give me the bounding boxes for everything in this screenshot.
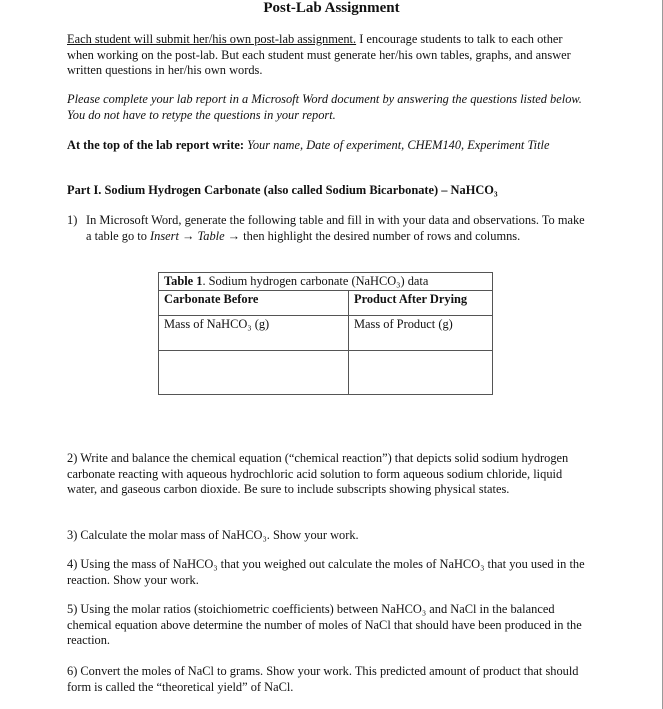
table-cell [349,351,493,395]
data-table [158,272,493,395]
table-caption-text: . Sodium hydrogen carbonate (NaHCO₃) data [202,274,429,288]
question-5: 5) Using the molar ratios (stoichiometric coefficients) between NaHCO₃ and NaCl in the balanced chemical equation above determine the number of moles of NaCl that should have been produced in the reaction. [67,602,582,648]
table-caption [159,273,493,291]
header-note [67,138,587,154]
question-2: 2) Write and balance the chemical equation (“chemical reaction”) that depicts solid sodium hydrogen carbonate reacting with aqueous hydrochloric acid solution to form aqueous sodium chloride, liquid water, and gaseous carbon dioxide. Be sure to include subscripts showing physical states. [67,451,569,497]
question-3: 3) Calculate the molar mass of NaHCO₃. Show your work. [67,528,359,542]
header-note-fields: Your name, Date of experiment, CHEM140, Experiment Title [247,138,550,152]
table-row [159,351,493,395]
question-1-number: 1) [67,213,78,227]
table-cell [159,351,349,395]
intro-paragraph [67,32,587,79]
intro-underlined: Each student will submit her/his own post-lab assignment. [67,32,357,46]
table-cell: Mass of NaHCO₃ (g) [159,316,349,351]
question-1-text-b: then highlight the desired number of rows and columns. [240,228,521,243]
question-1 [67,213,587,244]
instructions-paragraph: Please complete your lab report in a Microsoft Word document by answering the questions listed below. You do not have to retype the questions in your report. [67,92,582,122]
table-header-row [159,291,493,316]
page-title: Post-Lab Assignment [263,0,400,16]
question-6: 6) Convert the moles of NaCl to grams. Show your work. This predicted amount of product that should form is called the “theoretical yield” of NaCl. [67,664,579,694]
header-note-label: At the top of the lab report write: [67,138,244,152]
table-caption-row [159,273,493,291]
part1-heading: Part I. Sodium Hydrogen Carbonate (also called Sodium Bicarbonate) – NaHCO₃ [67,183,498,197]
intro-rest: I encourage students to talk to each other when working on the post-lab. But each student must generate her/his own tables, graphs, and answer written questions in her/his own words. [67,32,571,78]
table-header-cell: Carbonate Before [159,291,349,316]
question-4: 4) Using the mass of NaHCO₃ that you weighed out calculate the moles of NaHCO₃ that you used in the reaction. Show your work. [67,557,585,587]
table-cell: Mass of Product (g) [349,316,493,351]
question-1-text-a: In Microsoft Word, generate the following table and fill in with your data and observations. To make a table go to [86,213,585,243]
question-1-text [86,213,587,244]
table-header-cell: Product After Drying [349,291,493,316]
table-row [159,316,493,351]
table-caption-label: Table 1 [164,274,203,288]
menu-path: Insert → Table → [150,228,241,243]
